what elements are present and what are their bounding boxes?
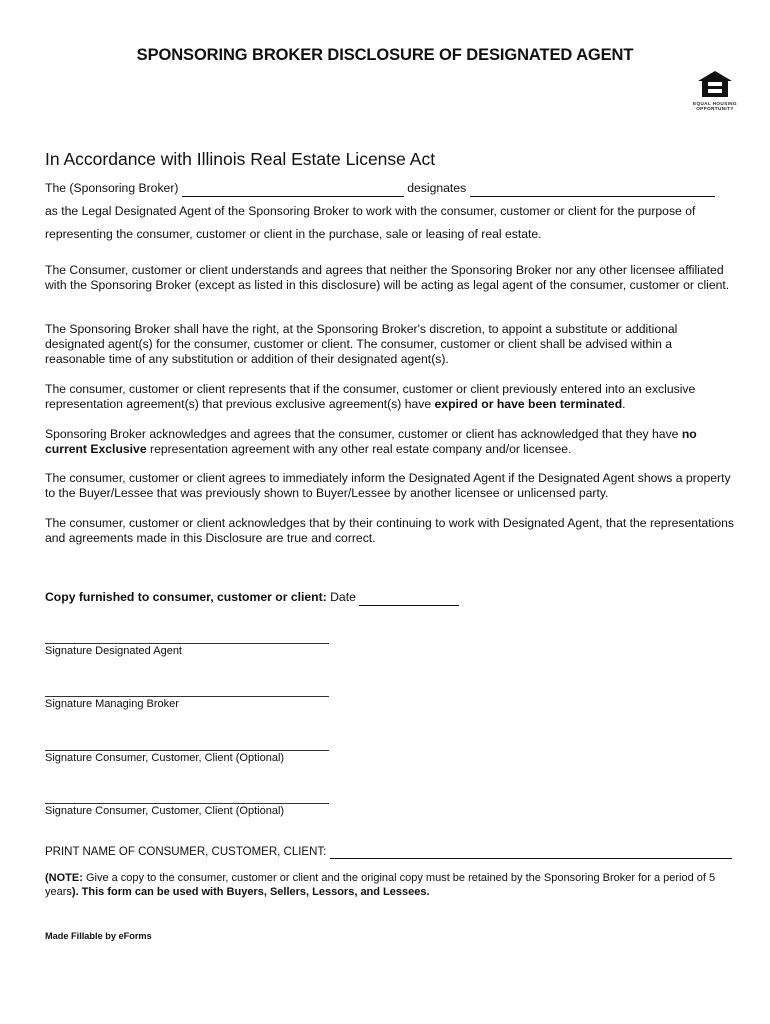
paragraph-prior-agreements: The consumer, customer or client represents that if the consumer, customer or client previously entered into an exclusive representation agreement(s) that previous exclusive agreement(s) have expired or have been terminated. xyxy=(45,382,696,411)
signature-line-designated-agent[interactable] xyxy=(45,643,329,644)
signature-line-consumer-2[interactable] xyxy=(45,803,329,804)
signature-label-consumer-1: Signature Consumer, Customer, Client (Optional) xyxy=(45,752,285,764)
sponsoring-broker-field[interactable] xyxy=(182,181,404,197)
copy-furnished-label: Copy furnished to consumer, customer or client: xyxy=(45,590,327,604)
designation-line-2: as the Legal Designated Agent of the Sponsoring Broker to work with the consumer, customer or client for the purpose of xyxy=(45,204,696,218)
signature-label-designated-agent: Signature Designated Agent xyxy=(45,645,182,657)
designates-label: designates xyxy=(407,181,467,195)
signature-line-managing-broker[interactable] xyxy=(45,696,329,697)
designation-line-3: representing the consumer, customer or client in the purchase, sale or leasing of real estate. xyxy=(45,227,542,241)
eho-line2: OPPORTUNITY xyxy=(696,106,734,112)
signature-label-consumer-2: Signature Consumer, Customer, Client (Optional) xyxy=(45,805,285,817)
note-label: NOTE: xyxy=(48,872,83,884)
paragraph-acknowledgment: The consumer, customer or client acknowledges that by their continuing to work with Designated Agent, that the representations and agreements made in this Disclosure are true and correct. xyxy=(45,516,734,545)
date-label: Date xyxy=(330,590,356,604)
paragraph-consumer-agreement: The Consumer, customer or client understands and agrees that neither the Sponsoring Broker nor any other licensee affiliated with the Sponsoring Broker (except as listed in this disclosure) will be acting as legal agent of the consumer, customer or client. xyxy=(45,263,730,292)
document-title: SPONSORING BROKER DISCLOSURE OF DESIGNATED AGENT xyxy=(136,46,634,64)
print-name-field[interactable] xyxy=(330,846,732,859)
paragraph-substitution: The Sponsoring Broker shall have the right, at the Sponsoring Broker's discretion, to appoint a substitute or additional designated agent(s) for the consumer, customer or client. The consumer, customer or client shall be advised within a reasonable time of any substitution or addition of their designated agent(s). xyxy=(45,322,678,366)
designation-line xyxy=(45,181,735,197)
print-name-row xyxy=(45,846,732,859)
date-field[interactable] xyxy=(359,590,459,606)
paragraph-inform-agent: The consumer, customer or client agrees to immediately inform the Designated Agent if the Designated Agent shows a property to the Buyer/Lessee that was previously shown to Buyer/Lessee by another licensee or unlicensed party. xyxy=(45,471,731,500)
signature-label-managing-broker: Signature Managing Broker xyxy=(45,698,179,710)
print-name-label: PRINT NAME OF CONSUMER, CUSTOMER, CLIENT: xyxy=(45,846,327,858)
paragraph-no-exclusive: Sponsoring Broker acknowledges and agrees that the consumer, customer or client has acknowledged that they have no current Exclusive representation agreement with any other real estate company and/or licensee. xyxy=(45,427,697,456)
eho-line1: EQUAL HOUSING xyxy=(693,101,737,106)
note-paragraph: (NOTE: Give a copy to the consumer, customer or client and the original copy must be retained by the Sponsoring Broker for a period of 5 years). This form can be used with Buyers, Sellers, Lessors, and Lessees. xyxy=(45,872,716,898)
copy-furnished-line xyxy=(45,590,735,606)
equal-housing-logo xyxy=(692,70,738,112)
sponsoring-broker-label: The (Sponsoring Broker) xyxy=(45,181,179,195)
designated-agent-field[interactable] xyxy=(470,181,715,197)
subtitle: In Accordance with Illinois Real Estate License Act xyxy=(45,149,436,169)
signature-line-consumer-1[interactable] xyxy=(45,750,329,751)
footer-eforms: Made Fillable by eForms xyxy=(45,931,152,941)
equal-housing-house-icon xyxy=(697,70,733,98)
